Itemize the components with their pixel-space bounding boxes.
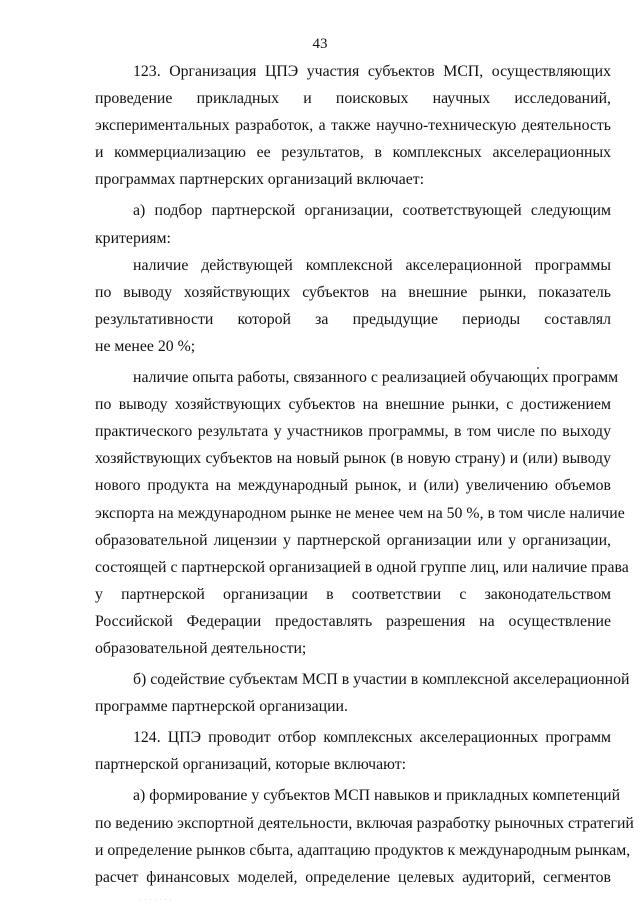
text-line: и коммерциализацию ее результатов, в комплексных акселерационных	[95, 144, 611, 162]
text-line: программах партнерских организаций включает:	[95, 171, 425, 189]
document-body	[95, 58, 634, 891]
text-line: по выводу хозяйствующих субъектов на внешние рынки, с достижением	[95, 396, 611, 414]
text-line: образовательной лицензии у партнерской организации или у организации,	[95, 531, 611, 549]
text-line: программе партнерской организации.	[95, 698, 348, 716]
text-line: 124. ЦПЭ проводит отбор комплексных акселерационных программ	[133, 729, 611, 747]
text-line: Российской Федерации предоставлять разрешения на осуществление	[95, 612, 611, 630]
text-line: у партнерской организации в соответствии с законодательством	[95, 585, 611, 603]
text-line: а) формирование у субъектов МСП навыков и прикладных компетенций	[133, 787, 621, 805]
text-line: образовательной деятельности;	[95, 639, 307, 657]
text-line: и определение рынков сбыта, адаптацию продуктов к международным рынкам,	[95, 841, 631, 859]
text-line: наличие действующей комплексной акселерационной программы	[133, 256, 611, 274]
text-line: экспериментальных разработок, а также научно-техническую деятельность	[95, 117, 611, 135]
text-line: хозяйствующих субъектов на новый рынок (в новую страну) и (или) выводу	[95, 450, 611, 468]
text-line: экспорта на международном рынке не менее чем на 50 %, в том числе наличие	[95, 504, 625, 522]
text-line: состоящей с партнерской организацией в одной группе лиц, или наличие права	[95, 558, 629, 576]
text-line: практического результата у участников программы, в том числе по выходу	[95, 423, 611, 441]
text-line: наличие опыта работы, связанного с реализацией обучающих программ	[133, 369, 619, 387]
page-number: 43	[312, 36, 328, 52]
text-line: результативности которой за предыдущие периоды составлял	[95, 310, 611, 328]
text-line: партнерской организаций, которые включают:	[95, 756, 407, 774]
text-line: проведение прикладных и поисковых научных исследований,	[95, 90, 611, 108]
text-line: расчет финансовых моделей, определение целевых аудиторий, сегментов	[95, 868, 611, 886]
scan-footer-mark: · · · · · · ·	[140, 898, 173, 903]
text-line: по выводу хозяйствующих субъектов на внешние рынки, показатель	[95, 283, 611, 301]
text-line: а) подбор партнерской организации, соответствующей следующим	[133, 202, 611, 220]
text-line: б) содействие субъектам МСП в участии в комплексной акселерационной	[133, 671, 630, 689]
text-line: по ведению экспортной деятельности, включая разработку рыночных стратегий	[95, 814, 634, 832]
text-line: не менее 20 %;	[95, 337, 196, 355]
text-line: критериям:	[95, 229, 171, 247]
text-line: 123. Организация ЦПЭ участия субъектов МСП, осуществляющих	[133, 63, 611, 80]
scan-speck	[537, 367, 539, 369]
text-line: нового продукта на международный рынок, и (или) увеличению объемов	[95, 477, 611, 495]
